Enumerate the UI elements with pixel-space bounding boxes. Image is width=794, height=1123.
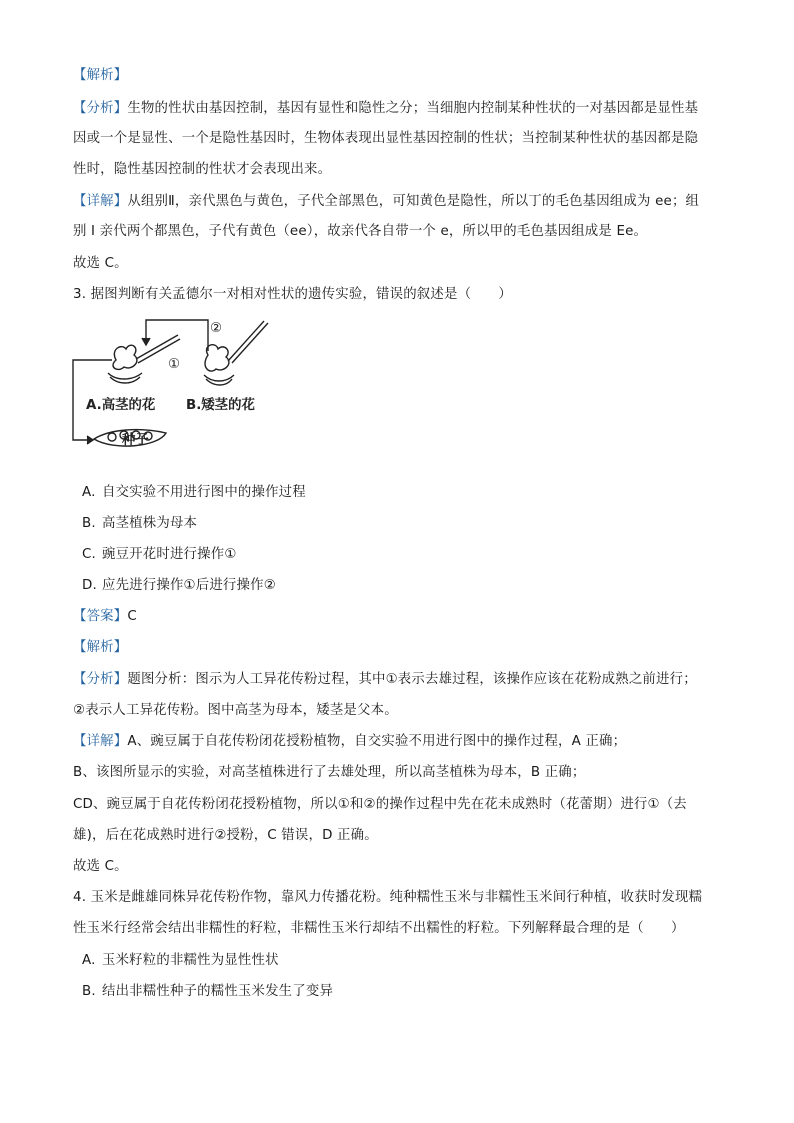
section-tag: 【详解】 (73, 734, 128, 749)
section-tag: 【详解】 (73, 194, 128, 209)
text-line: 别 I 亲代两个都黑色，子代有黄色（ee），故亲代各自带一个 e，所以甲的毛色基因组成是 Ee。 (73, 224, 648, 239)
question-stem: 4. 玉米是雌雄同株异花传粉作物，靠风力传播花粉。纯种糯性玉米与非糯性玉米间行种植，收获时发现糯 (73, 890, 703, 905)
text-line: 【答案】C (73, 609, 137, 624)
text-line: 【详解】A、豌豆属于自花传粉闭花授粉植物，自交实验不用进行图中的操作过程，A 正确； (73, 734, 627, 749)
section-tag: 【答案】 (73, 609, 128, 624)
option-a: A. 玉米籽粒的非糯性为显性性状 (82, 953, 279, 968)
option-d: D. 应先进行操作①后进行操作② (82, 578, 276, 593)
text-line: ②表示人工异花传粉。图中高茎为母本，矮茎是父本。 (73, 703, 398, 718)
text-line: CD、豌豆属于自花传粉闭花授粉植物，所以①和②的操作过程中先在花未成熟时（花蕾期）进行①（去 (73, 797, 687, 812)
step-1-marker: ① (168, 357, 181, 372)
section-tag: 【解析】 (73, 68, 128, 83)
option-b: B. 高茎植株为母本 (82, 516, 198, 531)
figure-drawing (70, 315, 290, 455)
text-line: 雄)，后在花成熟时进行②授粉，C 错误，D 正确。 (73, 828, 378, 843)
label-seed: 种子 (122, 433, 149, 448)
section-tag: 【分析】 (73, 672, 128, 687)
pollination-figure (70, 315, 290, 455)
text-line: 性玉米行经常会结出非糯性的籽粒，非糯性玉米行却结不出糯性的籽粒。下列解释最合理的是（ ） (73, 921, 685, 936)
question-stem: 3. 据图判断有关孟德尔一对相对性状的遗传实验，错误的叙述是（ ） (73, 287, 512, 302)
text-line: 【分析】题图分析：图示为人工异花传粉过程，其中①表示去雄过程，该操作应该在花粉成熟之前进行； (73, 672, 697, 687)
section-tag: 【解析】 (73, 640, 128, 655)
text-line: 故选 C。 (73, 256, 128, 271)
option-c: C. 豌豆开花时进行操作① (82, 547, 237, 562)
label-tall-flower: A.高茎的花 (86, 398, 156, 413)
text-line (73, 638, 127, 658)
text-line: 故选 C。 (73, 859, 128, 874)
text-line (73, 66, 127, 86)
option-a: A. 自交实验不用进行图中的操作过程 (82, 485, 306, 500)
step-2-marker: ② (210, 321, 223, 336)
text-line: 【详解】从组别Ⅱ，亲代黑色与黄色，子代全部黑色，可知黄色是隐性，所以丁的毛色基因组成为 ee；组 (73, 194, 700, 209)
section-tag: 【分析】 (73, 101, 128, 116)
text-line: B、该图所显示的实验，对高茎植株进行了去雄处理，所以高茎植株为母本，B 正确； (73, 765, 586, 780)
text-line: 因或一个是显性、一个是隐性基因时，生物体表现出显性基因控制的性状；当控制某种性状的基因都是隐 (73, 131, 699, 146)
label-short-flower: B.矮茎的花 (186, 398, 255, 413)
text-line: 性时，隐性基因控制的性状才会表现出来。 (73, 162, 332, 177)
text-line: 【分析】生物的性状由基因控制，基因有显性和隐性之分；当细胞内控制某种性状的一对基因都是显性基 (73, 101, 699, 116)
option-b: B. 结出非糯性种子的糯性玉米发生了变异 (82, 984, 334, 999)
